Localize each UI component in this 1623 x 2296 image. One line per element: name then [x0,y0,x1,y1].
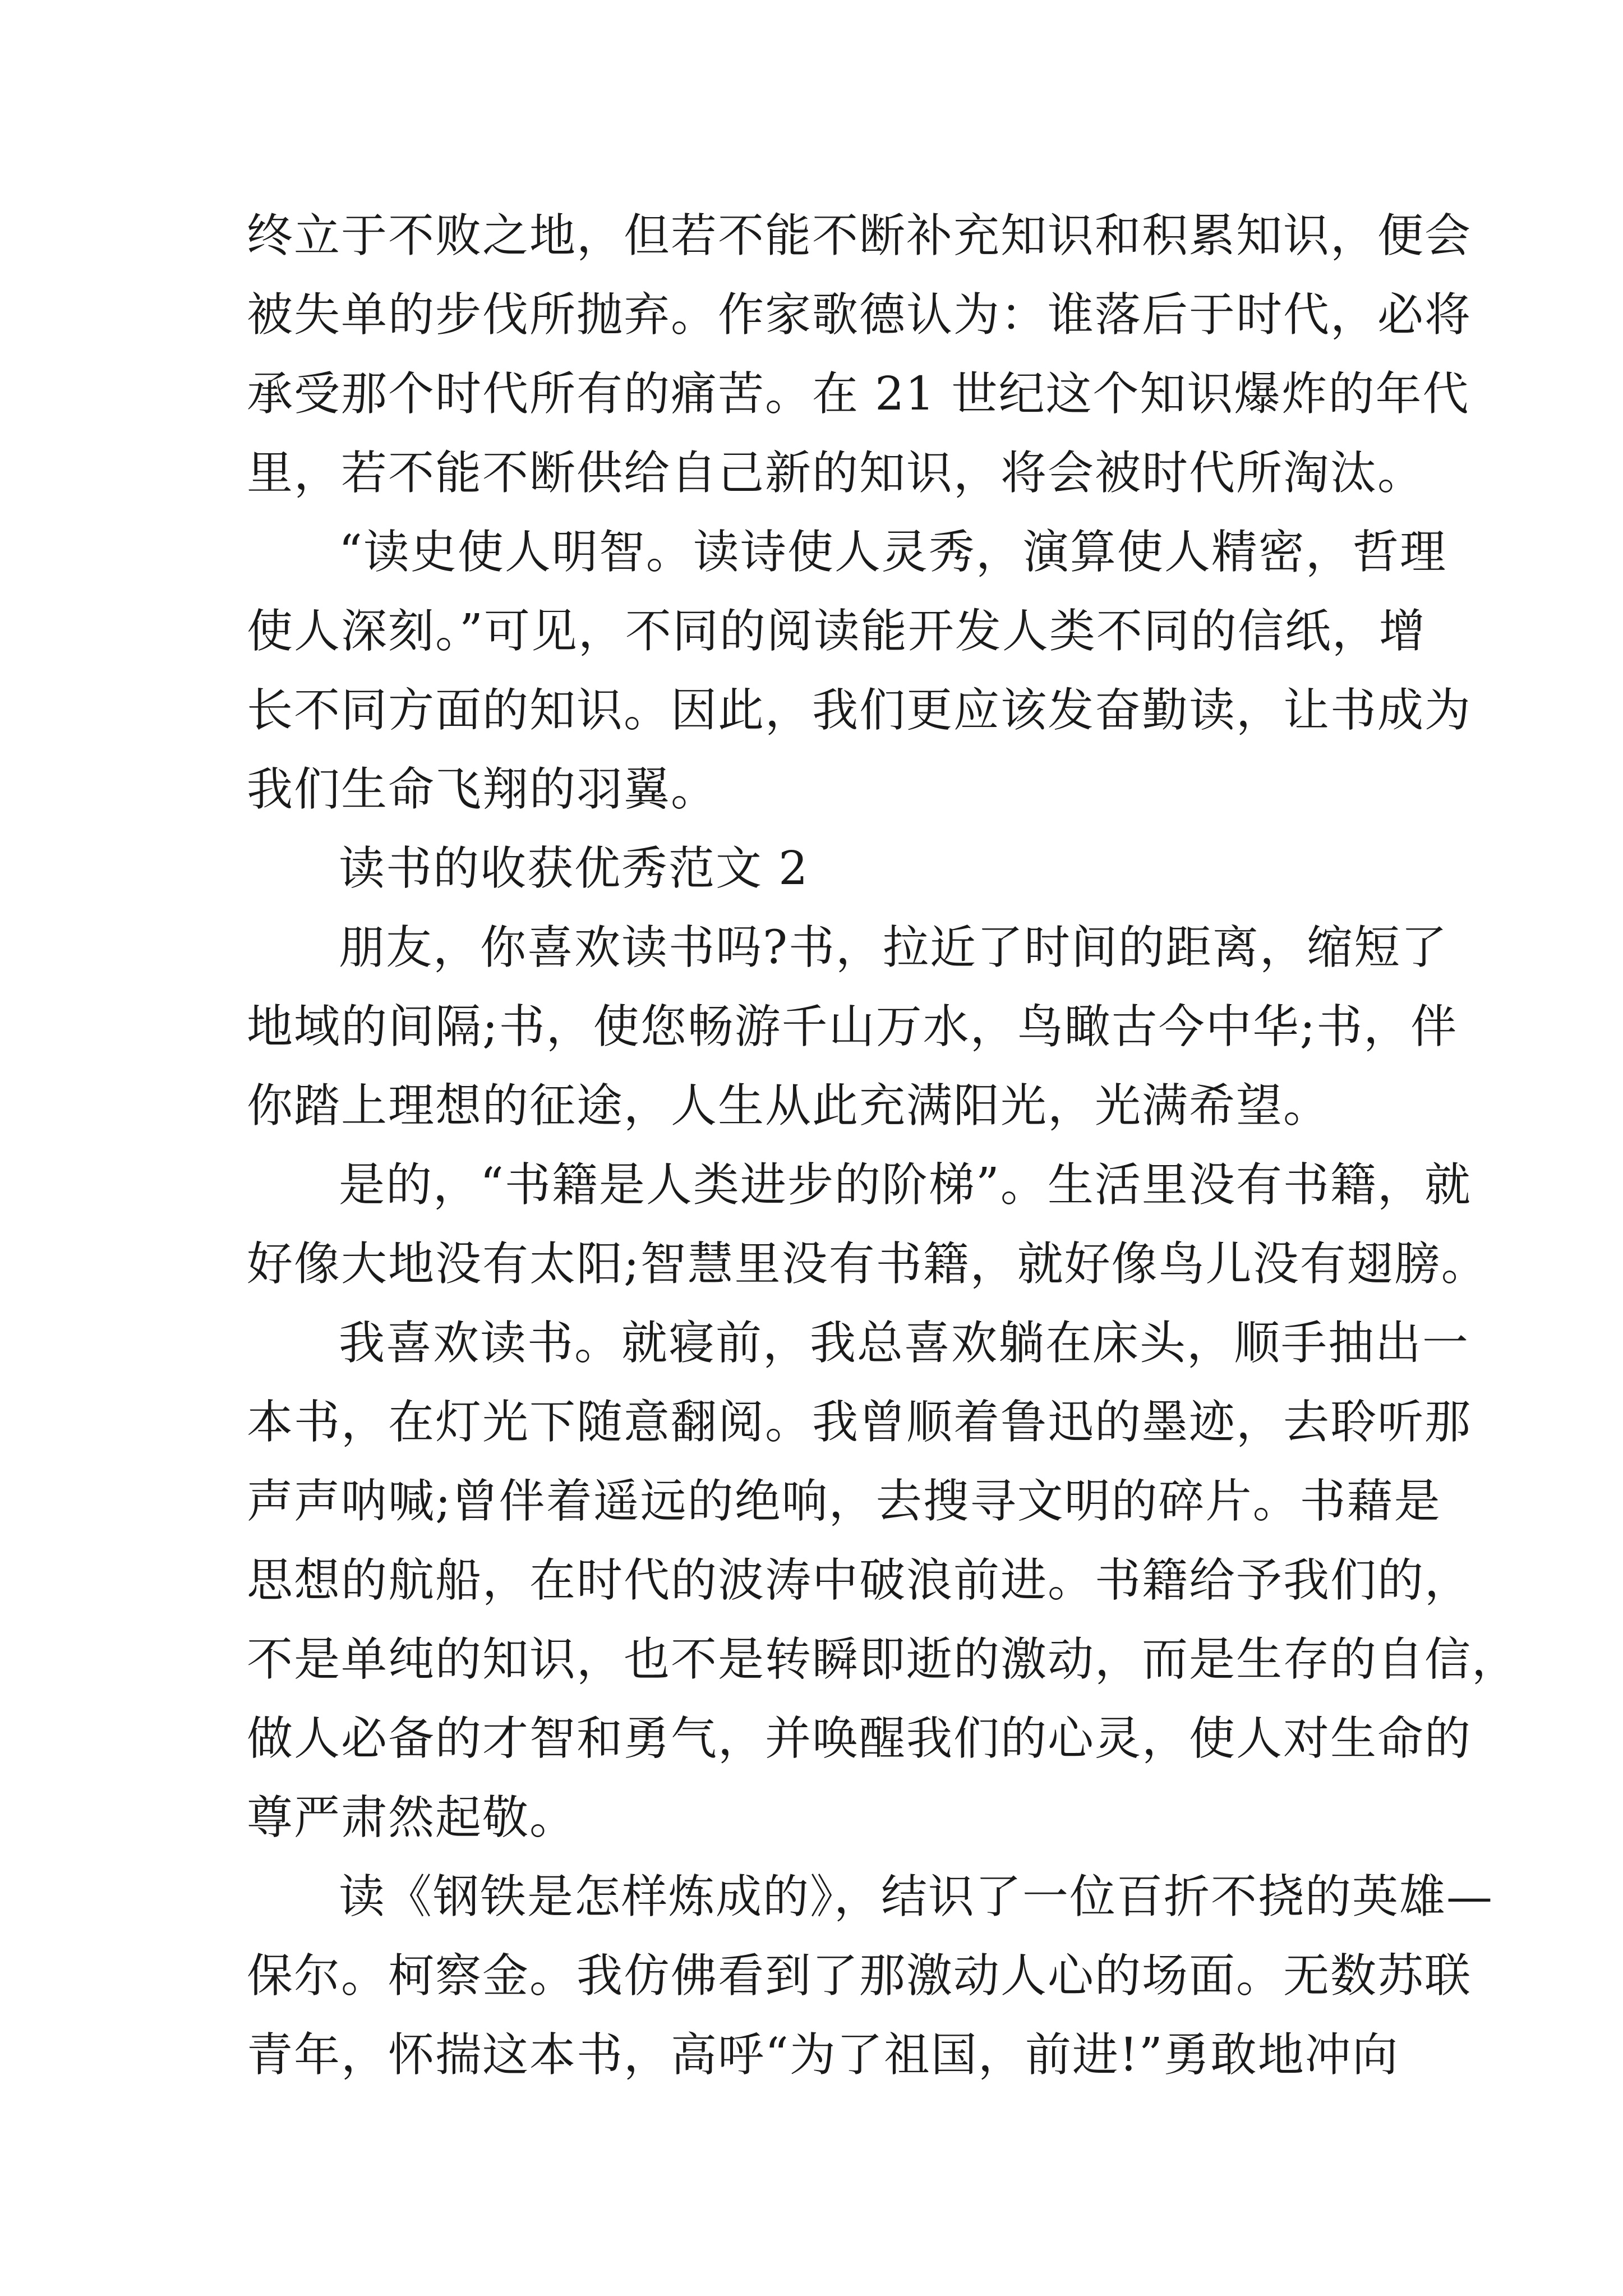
text-line: 读《钢铁是怎样炼成的》，结识了一位百折不挠的英雄— [339,1870,1494,1924]
text-line: 长不同方面的知识。因此，我们更应该发奋勤读，让书成为 [247,684,1472,737]
text-line: 尊严肃然起敬。 [247,1791,577,1844]
text-line: 声声呐喊;曾伴着遥远的绝响，去搜寻文明的碎片。书藉是 [247,1475,1441,1528]
text-line: 本书，在灯光下随意翻阅。我曾顺着鲁迅的墨迹，去聆听那 [247,1396,1472,1449]
text-line: 是的，“书籍是人类进步的阶梯”。生活里没有书籍，就 [339,1158,1472,1212]
section-heading: 读书的收获优秀范文 2 [339,842,809,895]
text-line: 青年，怀揣这本书，高呼“为了祖国，前进!”勇敢地冲向 [247,2028,1399,2082]
document-body [247,196,1519,2095]
text-line: 终立于不败之地，但若不能不断补充知识和积累知识，便会 [247,209,1472,263]
text-line: 朋友，你喜欢读书吗?书，拉近了时间的距离，缩短了 [339,921,1448,974]
text-line: 被失单的步伐所抛弃。作家歌德认为：谁落后于时代，必将 [247,288,1472,342]
text-line: 我喜欢读书。就寝前，我总喜欢躺在床头，顺手抽出一 [339,1317,1470,1370]
text-line: 我们生命飞翔的羽翼。 [247,763,718,816]
text-line: 保尔。柯察金。我仿佛看到了那激动人心的场面。无数苏联 [247,1949,1472,2003]
text-line: 做人必备的才智和勇气，并唤醒我们的心灵，使人对生命的 [247,1712,1472,1765]
text-line: 地域的间隔;书，使您畅游千山万水，鸟瞰古今中华;书，伴 [247,1000,1458,1053]
text-line: 你踏上理想的征途，人生从此充满阳光，光满希望。 [247,1079,1331,1133]
text-line: “读史使人明智。读诗使人灵秀，演算使人精密，哲理 [339,526,1447,579]
text-line: 好像大地没有太阳;智慧里没有书籍，就好像鸟儿没有翅膀。 [247,1237,1488,1291]
text-line: 不是单纯的知识，也不是转瞬即逝的激动，而是生存的自信， [247,1633,1519,1686]
text-line: 思想的航船，在时代的波涛中破浪前进。书籍给予我们的， [247,1554,1472,1607]
text-line: 使人深刻。”可见，不同的阅读能开发人类不同的信纸，增 [247,605,1426,658]
text-line: 承受那个时代所有的痛苦。在 21 世纪这个知识爆炸的年代 [247,367,1470,421]
text-line: 里，若不能不断供给自己新的知识，将会被时代所淘汰。 [247,447,1425,500]
